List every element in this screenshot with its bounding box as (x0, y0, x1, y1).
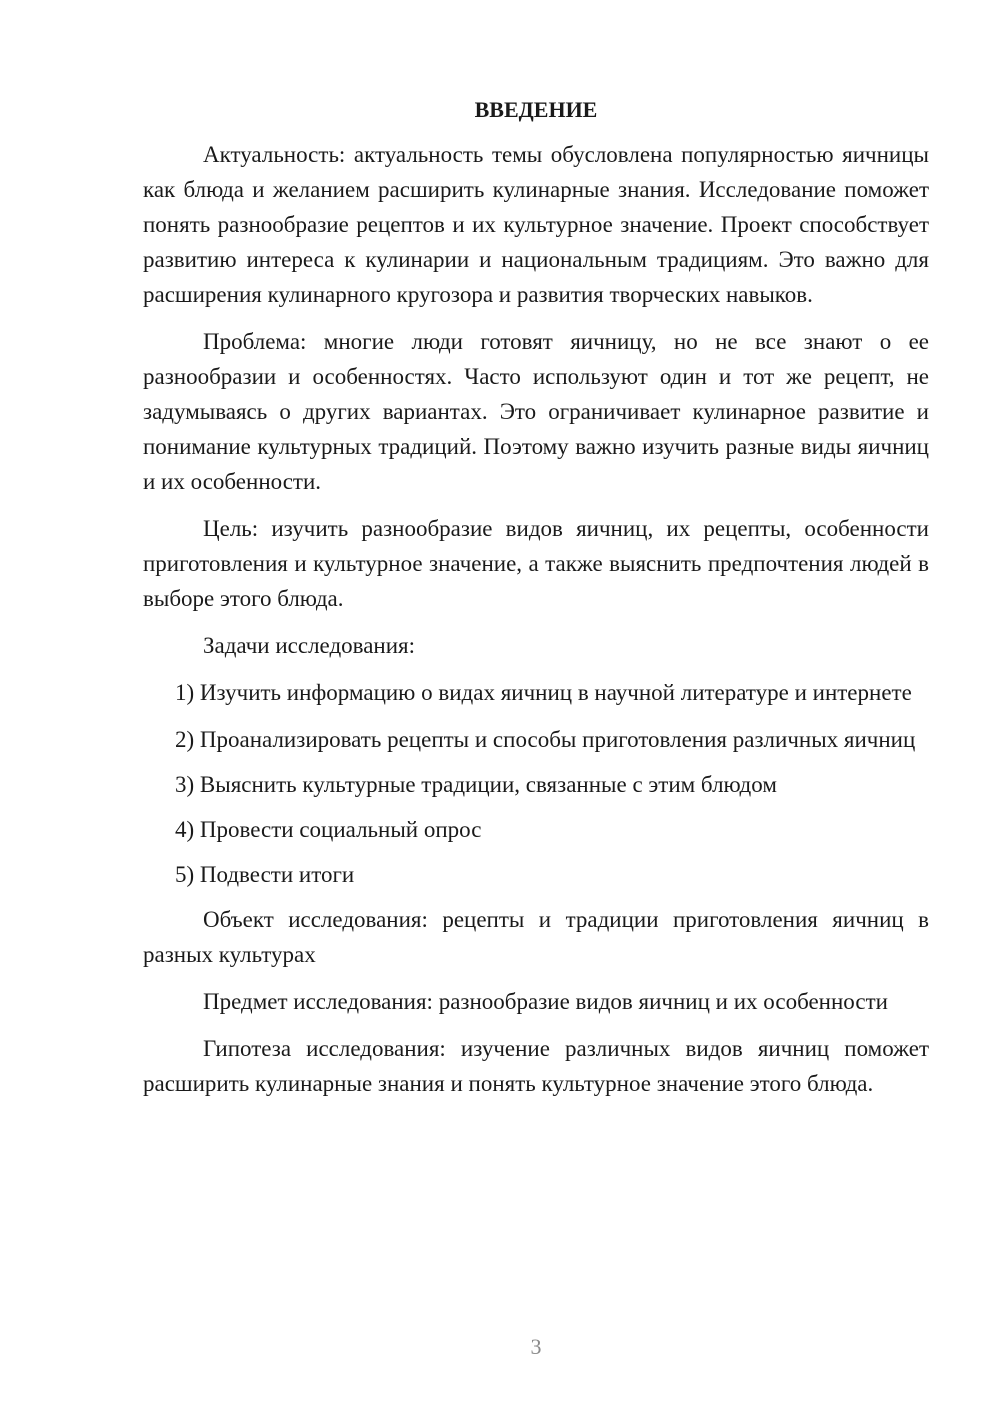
page-title: ВВЕДЕНИЕ (474, 97, 598, 122)
task-item-1: 1) Изучить информацию о видах яичниц в научной литературе и интернете (175, 680, 912, 705)
task-item-3: 3) Выяснить культурные традиции, связанные с этим блюдом (175, 772, 777, 797)
task-item-4: 4) Провести социальный опрос (175, 817, 482, 842)
document-body (143, 92, 929, 1101)
paragraph-hypothesis: Гипотеза исследования: изучение различных видов яичниц поможет расширить кулинарные знания и понять культурное значение этого блюда. (143, 1036, 929, 1096)
paragraph-problem: Проблема: многие люди готовят яичницу, но не все знают о ее разнообразии и особенностях. Часто используют один и тот же рецепт, не задумываясь о других вариантах. Это ограничивает кулинарное развитие и понимание культурных традиций. Поэтому важно изучить разные виды яичниц и их особенности. (143, 329, 929, 494)
task-item-2: 2) Проанализировать рецепты и способы приготовления различных яичниц (175, 727, 916, 752)
task-item-5: 5) Подвести итоги (175, 862, 355, 887)
paragraph-subject: Предмет исследования: разнообразие видов яичниц и их особенности (203, 989, 888, 1014)
page-number: 3 (530, 1334, 542, 1359)
paragraph-relevance: Актуальность: актуальность темы обусловлена популярностью яичницы как блюда и желанием расширить кулинарные знания. Исследование поможет понять разнообразие рецептов и их культурное значение. Проект способствует развитию интереса к кулинарии и национальным традициям. Это важно для расширения кулинарного кругозора и развития творческих навыков. (143, 142, 929, 307)
paragraph-object: Объект исследования: рецепты и традиции приготовления яичниц в разных культурах (143, 907, 929, 967)
paragraph-goal: Цель: изучить разнообразие видов яичниц, их рецепты, особенности приготовления и культурное значение, а также выяснить предпочтения людей в выборе этого блюда. (143, 516, 929, 611)
tasks-heading: Задачи исследования: (203, 633, 416, 658)
